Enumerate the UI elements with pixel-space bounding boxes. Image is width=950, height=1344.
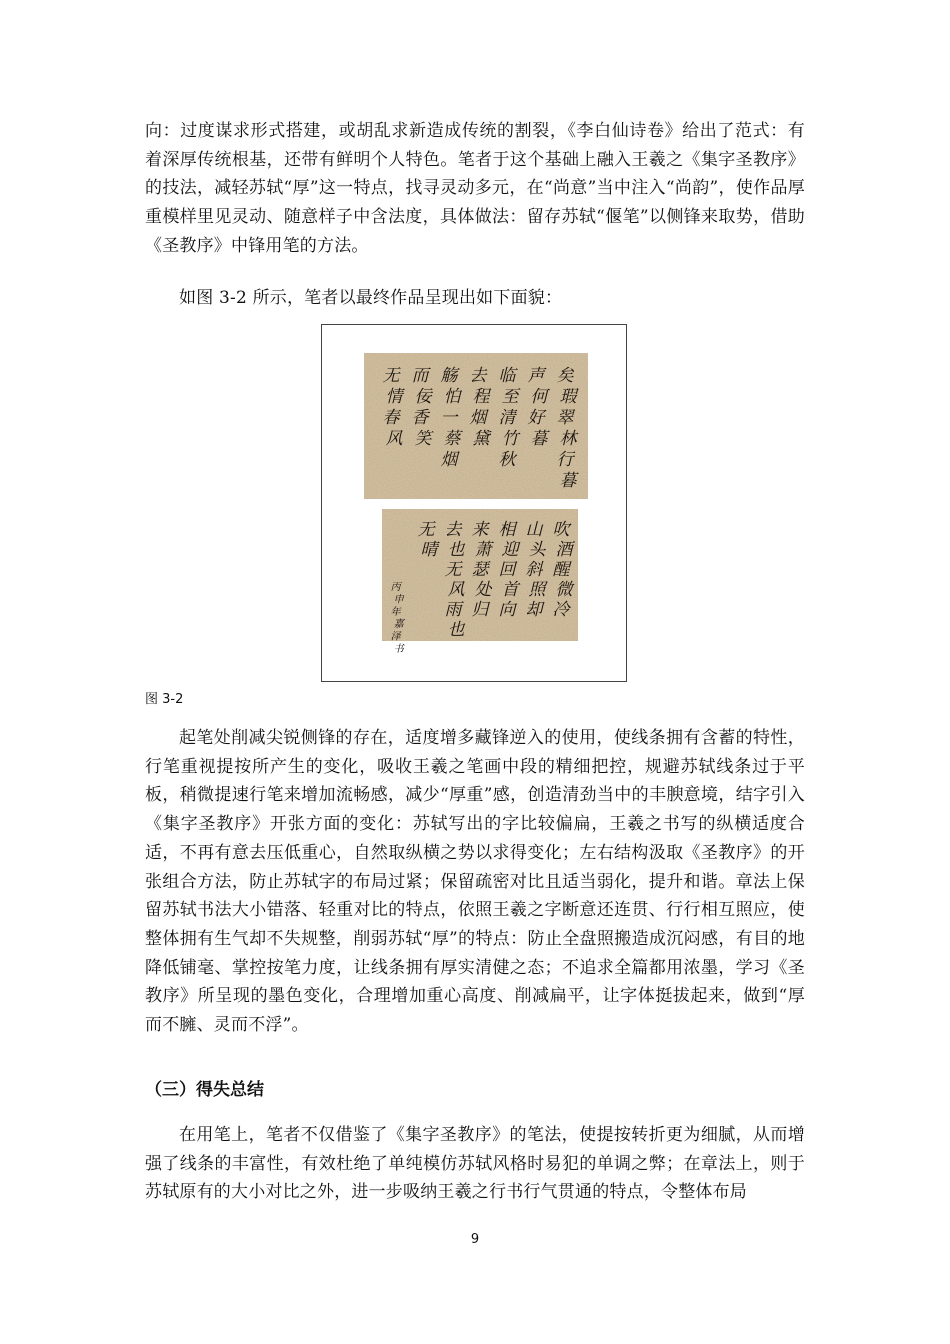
calligraphy-column: 山头斜照却 [525,520,546,620]
calligraphy-column: 丙申年嘉泽书 [390,582,404,655]
calligraphy-top-panel [364,353,588,499]
body-paragraph-1: 向：过度谋求形式搭建，或胡乱求新造成传统的割裂，《李白仙诗卷》给出了范式：有着深厚传统根基，还带有鲜明个人特色。笔者于这个基础上融入王羲之《集字圣教序》的技法，减轻苏轼“厚”这一特点，找寻灵动多元，在“尚意”当中注入“尚韵”，使作品厚重模样里见灵动、随意样子中含法度，具体做法：留存苏轼“偃笔”以侧锋来取势，借助《圣教序》中锋用笔的方法。 [145,121,805,256]
calligraphy-column: 矣瑕翠林行暮 [556,366,577,491]
calligraphy-column: 无情春风 [382,366,403,449]
calligraphy-column: 觞怕一蔡烟 [440,366,461,470]
body-paragraph-4: 在用笔上，笔者不仅借鉴了《集字圣教序》的笔法，使提按转折更为细腻，从而增强了线条的丰富性，有效杜绝了单纯模仿苏轼风格时易犯的单调之弊；在章法上，则于苏轼原有的大小对比之外，进一步吸纳王羲之行书行气贯通的特点，令整体布局 [145,1125,805,1203]
calligraphy-column: 吹酒醒微冷 [552,520,573,620]
section-heading: （三）得失总结 [145,1080,264,1100]
calligraphy-column: 去也无风雨也 [444,520,465,640]
figure-intro-paragraph: 如图 3-2 所示，笔者以最终作品呈现出如下面貌： [179,288,563,308]
calligraphy-artwork [322,325,626,681]
body-paragraph-3: 起笔处削减尖锐侧锋的存在，适度增多藏锋逆入的使用，使线条拥有含蓄的特性，行笔重视提按所产生的变化，吸收王羲之笔画中段的精细把控，规避苏轼线条过于平板，稍微提速行笔来增加流畅感，减少“厚重”感，创造清劲当中的丰腴意境，结字引入《集字圣教序》开张方面的变化：苏轼写出的字比较偏扁，王羲之书写的纵横适度合适，不再有意去压低重心，自然取纵横之势以求得变化；左右结构汲取《圣教序》的开张组合方法，防止苏轼字的布局过紧；保留疏密对比且适当弱化，提升和谐。章法上保留苏轼书法大小错落、轻重对比的特点，依照王羲之字断意还连贯、行行相互照应，使整体拥有生气却不失规整，削弱苏轼“厚”的特点：防止全盘照搬造成沉闷感，有目的地降低铺毫、掌控按笔力度，让线条拥有厚实清健之态；不追求全篇都用浓墨，学习《圣教序》所呈现的墨色变化，合理增加重心高度、削减扁平，让字体挺拔起来，做到“厚而不臃、灵而不浮”。 [145,728,805,1036]
figure-caption: 图 3-2 [145,692,184,707]
calligraphy-column: 临至清竹秋 [498,366,519,470]
calligraphy-column: 而佞香笑 [411,366,432,449]
page-number: 9 [470,1232,480,1247]
calligraphy-column: 声何好暮 [527,366,548,449]
calligraphy-column: 相迎回首向 [498,520,519,620]
figure-frame [321,324,627,682]
calligraphy-column: 去程烟黛 [469,366,490,449]
calligraphy-bottom-panel [382,509,578,655]
calligraphy-column: 无晴 [417,520,438,560]
calligraphy-column: 来萧瑟处归 [471,520,492,620]
